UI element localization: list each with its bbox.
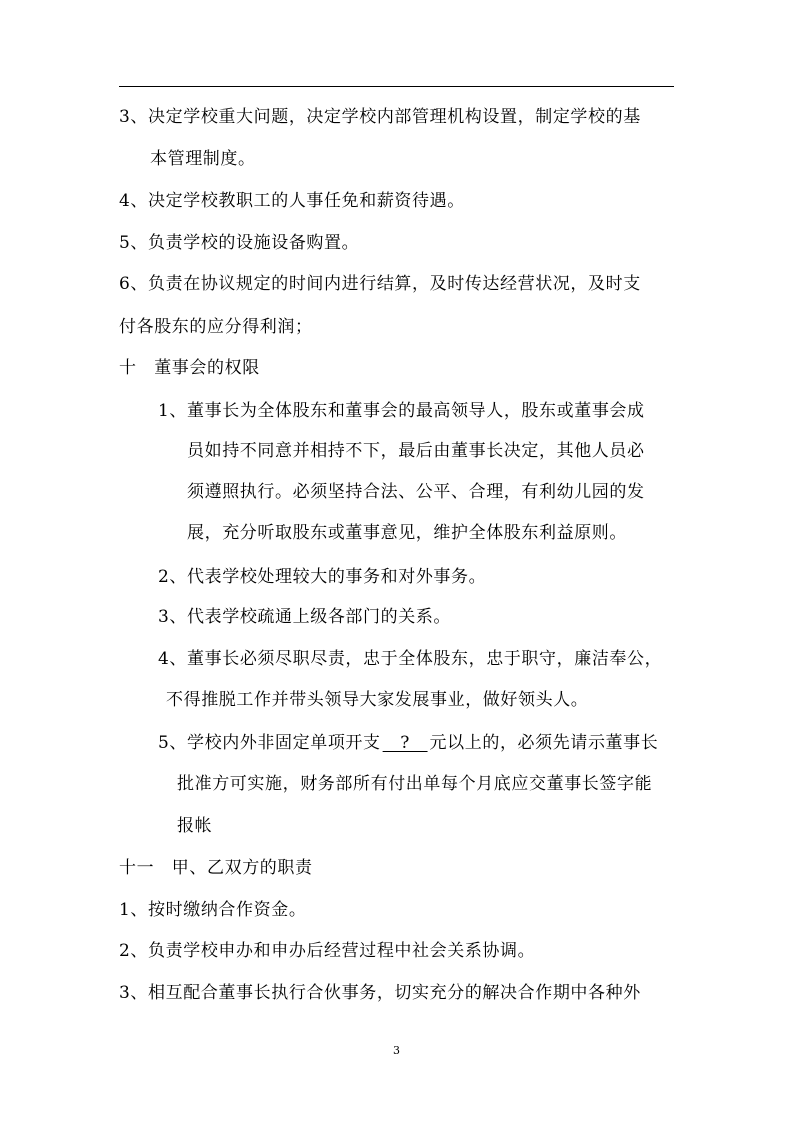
body-line: 本管理制度。 xyxy=(150,149,256,169)
body-line: 须遵照执行。必须坚持合法、公平、合理，有利幼儿园的发 xyxy=(187,482,645,502)
body-line: 3、决定学校重大问题，决定学校内部管理机构设置，制定学校的基 xyxy=(119,107,641,127)
body-line: 展，充分听取股东或董事意见，维护全体股东利益原则。 xyxy=(187,523,627,543)
body-line: 2、代表学校处理较大的事务和对外事务。 xyxy=(158,567,487,587)
body-line: 批准方可实施，财务部所有付出单每个月底应交董事长签字能 xyxy=(177,774,653,794)
body-line xyxy=(158,732,658,754)
fill-in-blank: ? xyxy=(382,733,428,753)
body-line: 1、按时缴纳合作资金。 xyxy=(119,900,307,920)
line-text: 5、学校内外非固定单项开支 xyxy=(158,733,381,753)
body-line: 3、代表学校疏通上级各部门的关系。 xyxy=(158,607,452,627)
page-number: 3 xyxy=(393,1044,400,1057)
body-line: 员如持不同意并相持不下，最后由董事长决定，其他人员必 xyxy=(187,441,645,461)
body-line: 不得推脱工作并带头领导大家发展事业，做好领头人。 xyxy=(166,690,589,710)
body-line: 5、负责学校的设施设备购置。 xyxy=(119,233,360,253)
section-heading: 十 董事会的权限 xyxy=(119,358,260,378)
body-line: 4、决定学校教职工的人事任免和薪资待遇。 xyxy=(119,191,465,211)
body-line: 付各股东的应分得利润； xyxy=(119,317,313,337)
section-heading: 十一 甲、乙双方的职责 xyxy=(119,858,313,878)
header-rule xyxy=(119,86,674,87)
body-line: 报帐 xyxy=(177,816,213,836)
body-line: 4、董事长必须尽职尽责，忠于全体股东，忠于职守，廉洁奉公， xyxy=(158,649,663,669)
body-line: 1、董事长为全体股东和董事会的最高领导人，股东或董事会成 xyxy=(158,401,645,421)
body-line: 3、相互配合董事长执行合伙事务，切实充分的解决合作期中各种外 xyxy=(119,983,641,1003)
body-line: 2、负责学校申办和申办后经营过程中社会关系协调。 xyxy=(119,941,536,961)
body-line: 6、负责在协议规定的时间内进行结算，及时传达经营状况，及时支 xyxy=(119,274,641,294)
line-text: 元以上的，必须先请示董事长 xyxy=(429,733,659,753)
